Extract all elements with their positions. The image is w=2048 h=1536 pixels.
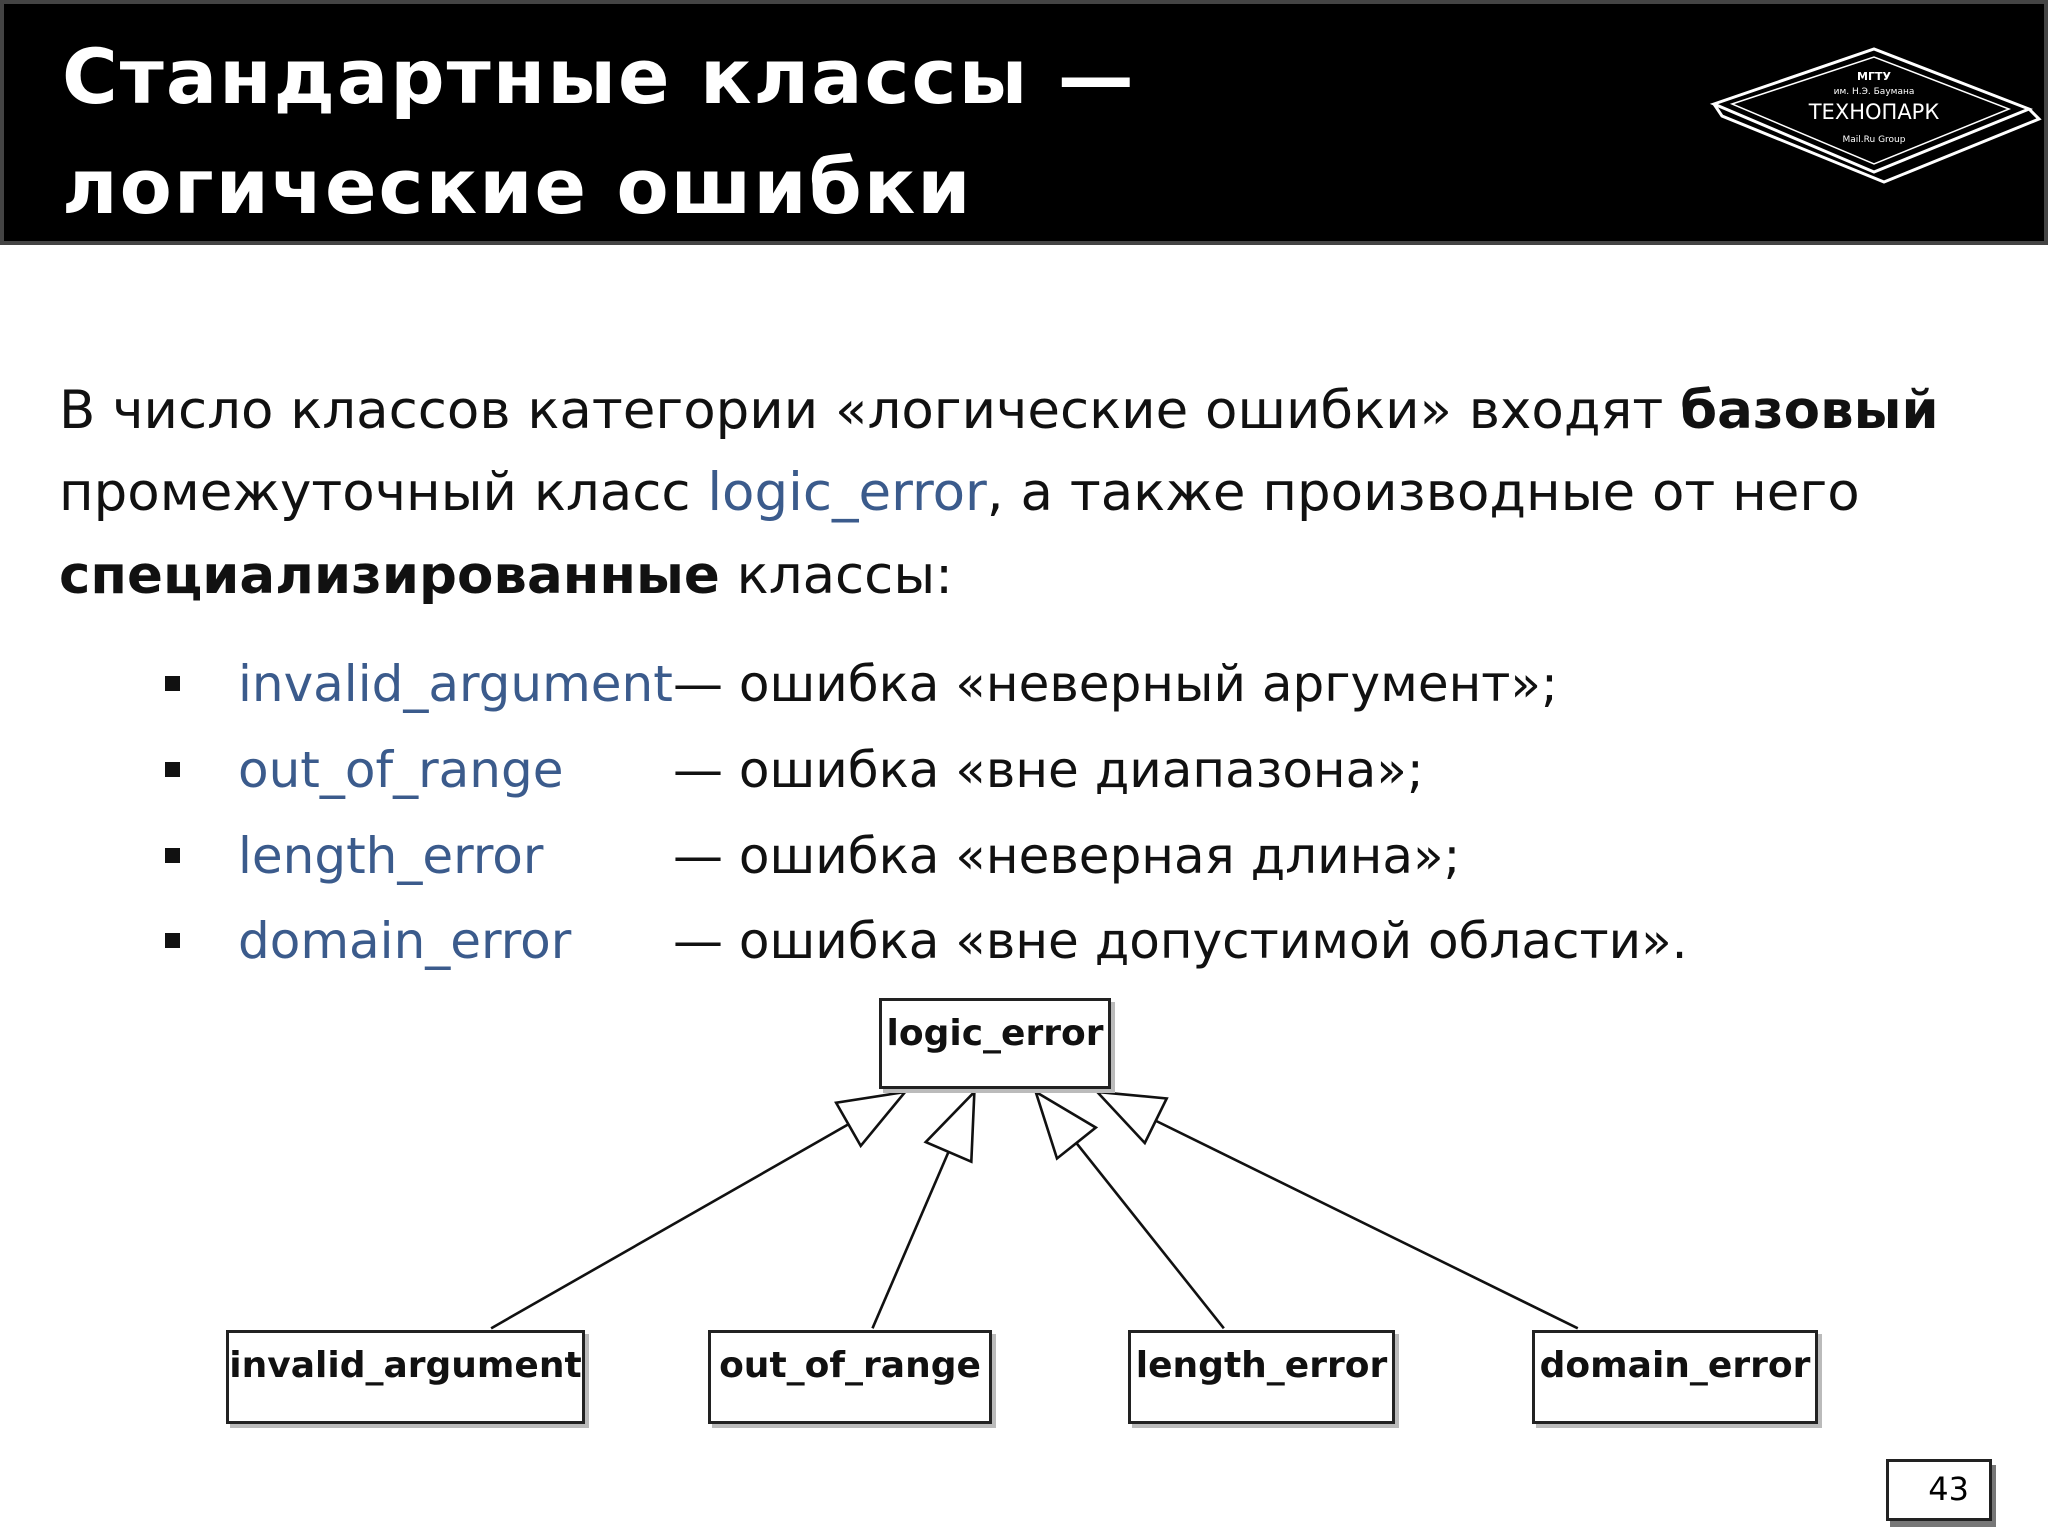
class-box-invalid-argument: invalid_argument	[226, 1330, 585, 1424]
bullet-description: — ошибка «неверный аргумент»;	[673, 655, 1558, 713]
text: промежуточный класс	[59, 462, 708, 523]
inheritance-line	[1076, 1143, 1223, 1328]
svg-text:ТЕХНОПАРК: ТЕХНОПАРК	[1808, 100, 1940, 124]
bullet-class-name: invalid_argument	[238, 655, 673, 713]
inheritance-line	[872, 1152, 948, 1328]
bullet-class-name: domain_error	[238, 912, 572, 970]
page-number: 43	[1886, 1459, 1992, 1521]
text: В число классов категории «логические ошибки» входят	[59, 380, 1681, 441]
bold-text: базовый	[1680, 380, 1939, 441]
bullet-class-name: out_of_range	[238, 741, 564, 799]
class-box-length-error: length_error	[1128, 1330, 1395, 1424]
text: , а также производные от него	[986, 462, 1860, 523]
class-box-domain-error: domain_error	[1532, 1330, 1818, 1424]
slide-title-line1: Стандартные классы —	[62, 32, 1136, 121]
inheritance-arrowhead-icon	[836, 1092, 905, 1146]
text: классы:	[719, 545, 954, 606]
class-box-out-of-range: out_of_range	[708, 1330, 992, 1424]
code-term: logic_error	[707, 462, 987, 523]
svg-text:МГТУ: МГТУ	[1857, 70, 1891, 83]
bullet-description: — ошибка «вне диапазона»;	[673, 741, 1424, 799]
bold-text: специализированные	[59, 545, 720, 606]
class-box-logic-error: logic_error	[879, 998, 1111, 1089]
svg-text:Mail.Ru Group: Mail.Ru Group	[1842, 135, 1906, 145]
inheritance-line	[1156, 1121, 1578, 1329]
bullet-description: — ошибка «вне допустимой области».	[673, 912, 1688, 970]
inheritance-arrowhead-icon	[1097, 1092, 1167, 1143]
inheritance-arrowhead-icon	[1036, 1092, 1096, 1159]
inheritance-line	[491, 1124, 848, 1328]
svg-text:им. Н.Э. Баумана: им. Н.Э. Баумана	[1833, 87, 1915, 97]
bullet-description: — ошибка «неверная длина»;	[673, 827, 1461, 885]
inheritance-arrowhead-icon	[926, 1092, 975, 1162]
bullet-class-name: length_error	[238, 827, 544, 885]
slide-title-line2: логические ошибки	[62, 142, 973, 231]
